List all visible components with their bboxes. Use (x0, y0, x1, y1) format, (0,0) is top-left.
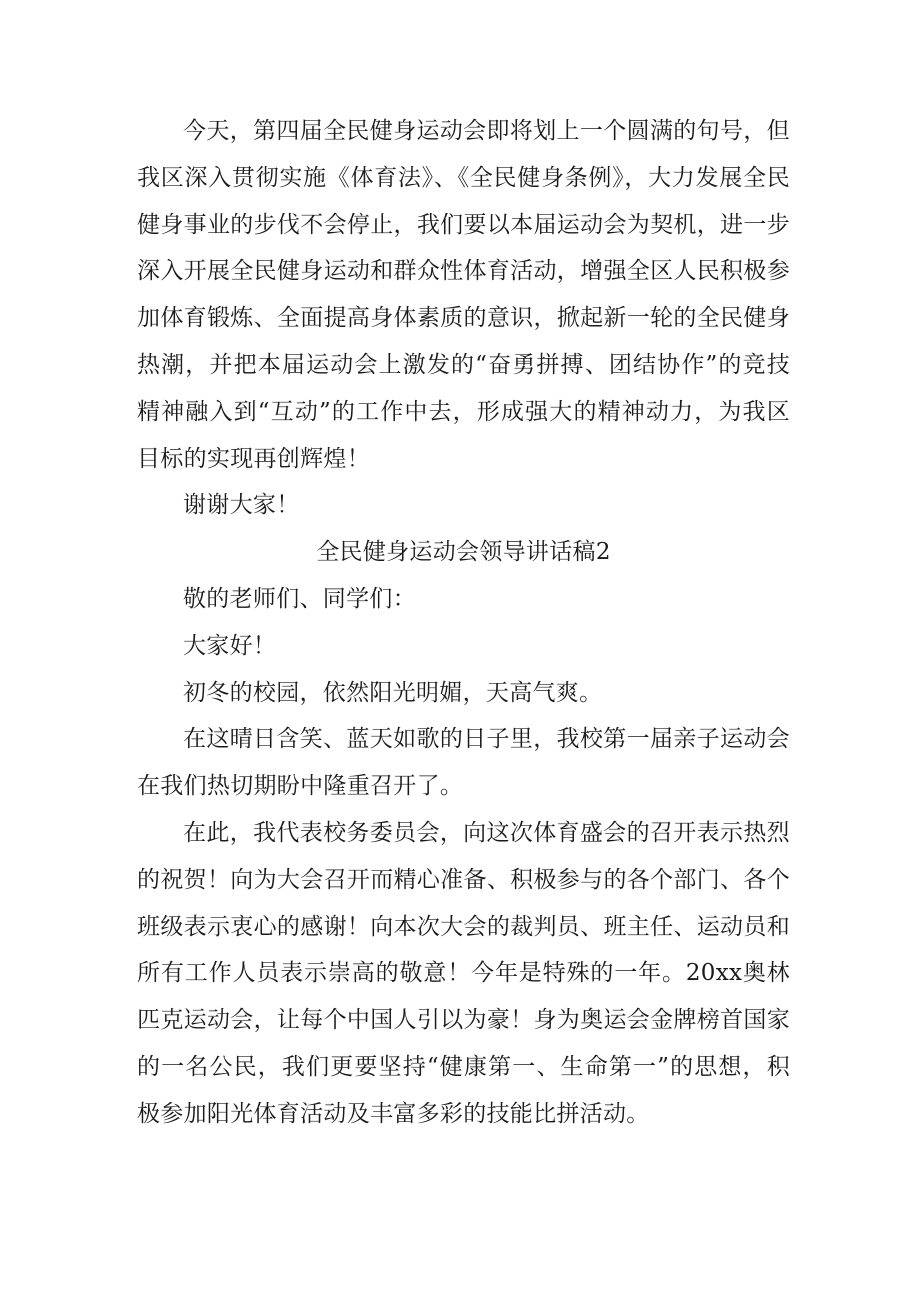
speech-title: 全民健身运动会领导讲话稿2 (316, 539, 611, 566)
paragraph-congratulations: 在此，我代表校务委员会，向这次体育盛会的召开表示热烈的祝贺！向为大会召开而精心准备、积极参与的各个部门、各个班级表示衷心的感谢！向本次大会的裁判员、班主任、运动员和所有工作人员表示崇高的敬意！今年是特殊的一年。20xx奥林匹克运动会，让每个中国人引以为豪！身为奥运会金牌榜首国家的一名公民，我们更要坚持“健康第一、生命第一”的思想，积极参加阳光体育活动及丰富多彩的技能比拼活动。 (137, 819, 790, 1127)
document-body (137, 108, 790, 1138)
paragraph-campus: 初冬的校园，依然阳光明媚，天高气爽。 (183, 679, 603, 706)
paragraph-opening: 在这晴日含笑、蓝天如歌的日子里，我校第一届亲子运动会在我们热切期盼中隆重召开了。 (137, 726, 790, 800)
paragraph-thanks: 谢谢大家！ (183, 492, 300, 519)
paragraph-closing-remarks: 今天，第四届全民健身运动会即将划上一个圆满的句号，但我区深入贯彻实施《体育法》、《全民健身条例》，大力发展全民健身事业的步伐不会停止，我们要以本届运动会为契机，进一步深入开展全民健身运动和群众性体育活动，增强全区人民积极参加体育锻炼、全面提高身体素质的意识，掀起新一轮的全民健身热潮，并把本届运动会上激发的“奋勇拼搏、团结协作”的竞技精神融入到“互动”的工作中去，形成强大的精神动力，为我区目标的实现再创辉煌！ (137, 118, 790, 472)
paragraph-salutation: 敬的老师们、同学们： (183, 585, 416, 612)
paragraph-greeting: 大家好！ (183, 632, 277, 659)
